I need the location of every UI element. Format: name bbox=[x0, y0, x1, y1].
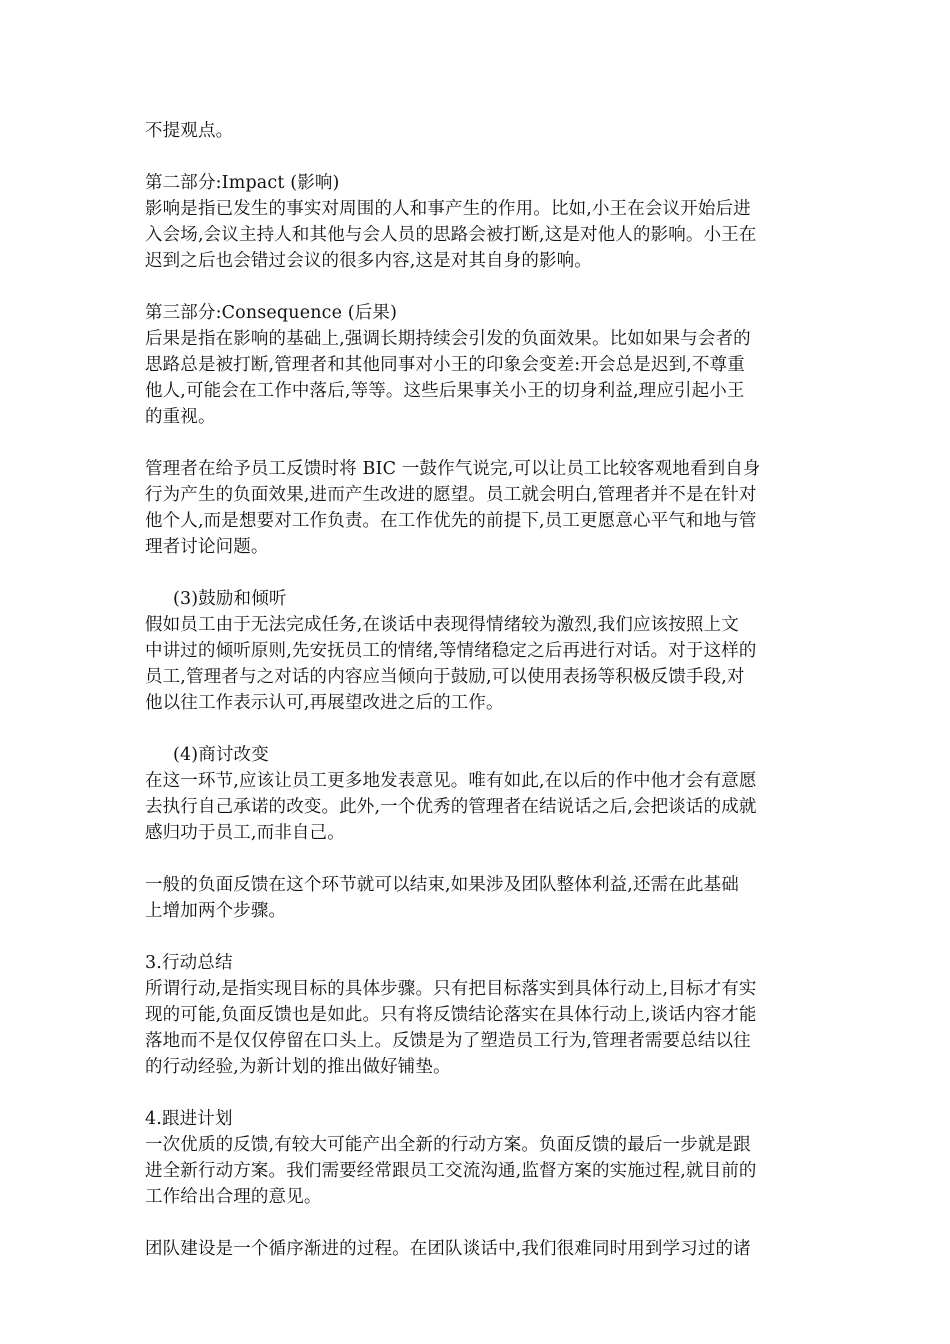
text-line: 思路总是被打断,管理者和其他同事对小王的印象会变差:开会总是迟到,不尊重 bbox=[145, 355, 745, 375]
text-line: 第三部分:Consequence (后果) bbox=[145, 303, 398, 323]
paragraph-gap bbox=[145, 560, 815, 586]
text-line: 团队建设是一个循序渐进的过程。在团队谈话中,我们很难同时用到学习过的诸 bbox=[145, 1239, 751, 1259]
text-line: 他以往工作表示认可,再展望改进之后的工作。 bbox=[145, 693, 504, 713]
text-line: 员工,管理者与之对话的内容应当倾向于鼓励,可以使用表扬等积极反馈手段,对 bbox=[145, 667, 745, 687]
text-line: 中讲过的倾听原则,先安抚员工的情绪,等情绪稳定之后再进行对话。对于这样的 bbox=[145, 641, 757, 661]
paragraph-gap bbox=[145, 846, 815, 872]
paragraph bbox=[145, 950, 815, 1080]
paragraph bbox=[145, 586, 815, 716]
text-line: 的重视。 bbox=[145, 407, 216, 427]
paragraph-gap bbox=[145, 716, 815, 742]
paragraph-gap bbox=[145, 1080, 815, 1106]
paragraph-gap bbox=[145, 924, 815, 950]
paragraph-gap bbox=[145, 144, 815, 170]
text-line: 不提观点。 bbox=[145, 121, 234, 141]
text-line: 入会场,会议主持人和其他与会人员的思路会被打断,这是对他人的影响。小王在 bbox=[145, 225, 757, 245]
text-line: 工作给出合理的意见。 bbox=[145, 1187, 322, 1207]
text-line: 落地而不是仅仅停留在口头上。反馈是为了塑造员工行为,管理者需要总结以往 bbox=[145, 1031, 751, 1051]
section-heading: (3)鼓励和倾听 bbox=[173, 589, 287, 609]
text-line: 迟到之后也会错过会议的很多内容,这是对其自身的影响。 bbox=[145, 251, 592, 271]
text-line: 第二部分:Impact (影响) bbox=[145, 173, 340, 193]
paragraph bbox=[145, 1236, 815, 1262]
text-line: 影响是指已发生的事实对周围的人和事产生的作用。比如,小王在会议开始后进 bbox=[145, 199, 751, 219]
text-line: 进全新行动方案。我们需要经常跟员工交流沟通,监督方案的实施过程,就目前的 bbox=[145, 1161, 757, 1181]
paragraph bbox=[145, 872, 815, 924]
paragraph bbox=[145, 118, 815, 144]
paragraph bbox=[145, 1106, 815, 1210]
text-line: 现的可能,负面反馈也是如此。只有将反馈结论落实在具体行动上,谈话内容才能 bbox=[145, 1005, 757, 1025]
paragraph bbox=[145, 170, 815, 274]
text-line: 后果是指在影响的基础上,强调长期持续会引发的负面效果。比如如果与会者的 bbox=[145, 329, 751, 349]
text-line: 他人,可能会在工作中落后,等等。这些后果事关小王的切身利益,理应引起小王 bbox=[145, 381, 745, 401]
text-line: 4.跟进计划 bbox=[145, 1109, 233, 1129]
paragraph bbox=[145, 456, 815, 560]
paragraph bbox=[145, 300, 815, 430]
text-line: 理者讨论问题。 bbox=[145, 537, 269, 557]
text-line: 所谓行动,是指实现目标的具体步骤。只有把目标落实到具体行动上,目标才有实 bbox=[145, 979, 757, 999]
section-heading: (4)商讨改变 bbox=[173, 745, 269, 765]
text-line: 去执行自己承诺的改变。此外,一个优秀的管理者在结说话之后,会把谈话的成就 bbox=[145, 797, 757, 817]
text-line: 感归功于员工,而非自己。 bbox=[145, 823, 345, 843]
text-line: 管理者在给予员工反馈时将 BIC 一鼓作气说完,可以让员工比较客观地看到自身 bbox=[145, 459, 761, 479]
paragraph bbox=[145, 742, 815, 846]
document-page bbox=[145, 118, 815, 1262]
text-line: 上增加两个步骤。 bbox=[145, 901, 287, 921]
text-line: 行为产生的负面效果,进而产生改进的愿望。员工就会明白,管理者并不是在针对 bbox=[145, 485, 757, 505]
text-line: 一般的负面反馈在这个环节就可以结束,如果涉及团队整体利益,还需在此基础 bbox=[145, 875, 739, 895]
text-line: 他个人,而是想要对工作负责。在工作优先的前提下,员工更愿意心平气和地与管 bbox=[145, 511, 757, 531]
paragraph-gap bbox=[145, 1210, 815, 1236]
text-line: 的行动经验,为新计划的推出做好铺垫。 bbox=[145, 1057, 451, 1077]
text-line: 在这一环节,应该让员工更多地发表意见。唯有如此,在以后的作中他才会有意愿 bbox=[145, 771, 757, 791]
text-line: 3.行动总结 bbox=[145, 953, 233, 973]
text-line: 假如员工由于无法完成任务,在谈话中表现得情绪较为激烈,我们应该按照上文 bbox=[145, 615, 739, 635]
paragraph-gap bbox=[145, 274, 815, 300]
text-line: 一次优质的反馈,有较大可能产出全新的行动方案。负面反馈的最后一步就是跟 bbox=[145, 1135, 751, 1155]
paragraph-gap bbox=[145, 430, 815, 456]
